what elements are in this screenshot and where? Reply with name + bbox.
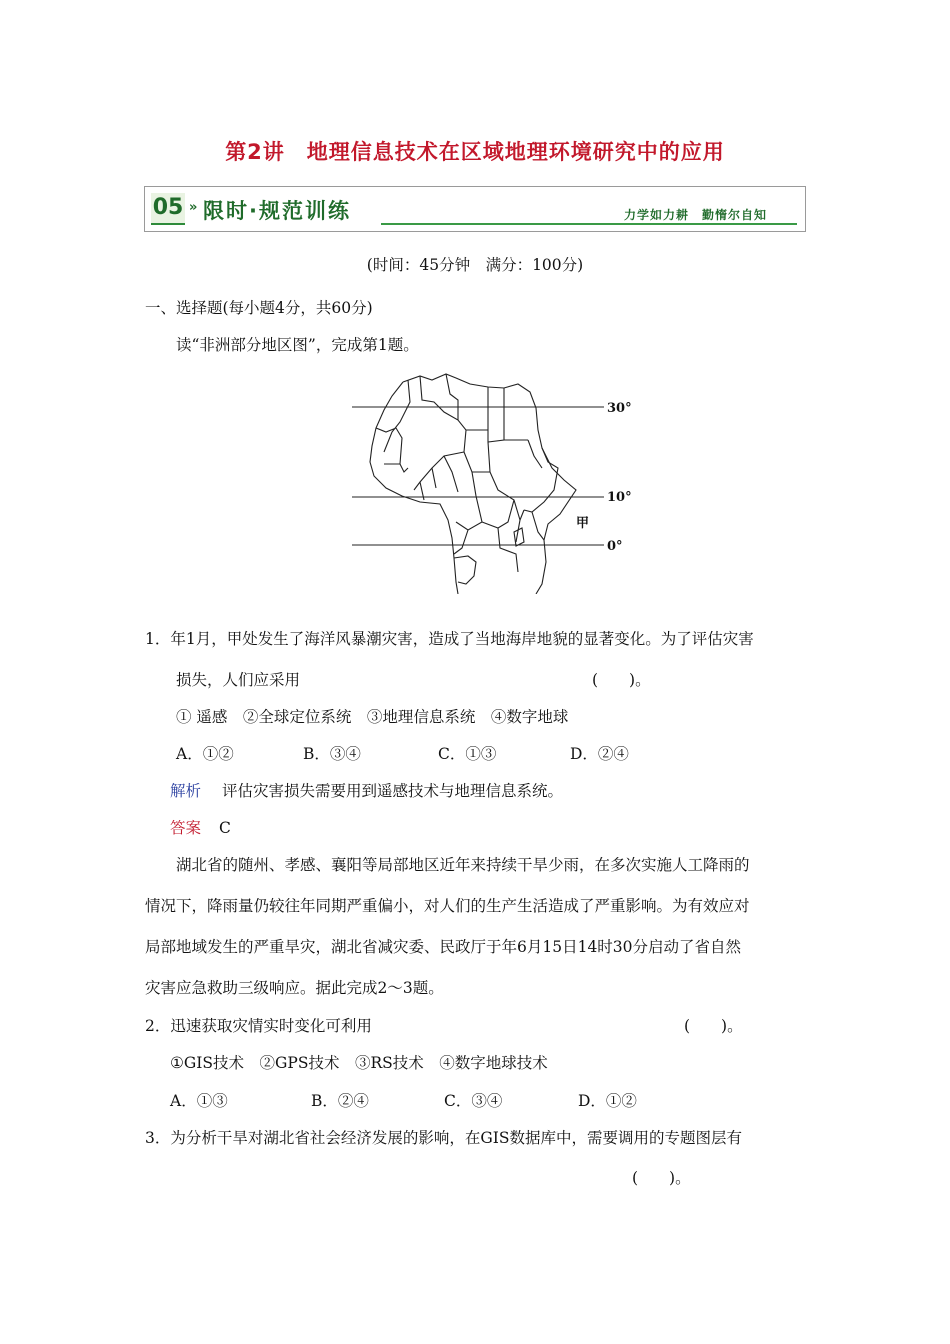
q1-option-a: A．①② xyxy=(176,745,234,763)
q2-option-b: B．②④ xyxy=(311,1092,369,1110)
passage-line: 局部地域发生的严重旱灾，湖北省减灾委、民政厅于年6月15日14时30分启动了省自然 xyxy=(145,938,742,956)
q1-stem-line1: 1．年1月，甲处发生了海洋风暴潮灾害，造成了当地海岸地貌的显著变化。为了评估灾害 xyxy=(145,630,754,648)
latitude-label-10: 10° xyxy=(607,490,632,505)
q2-answer-blank: ( )。 xyxy=(684,1017,743,1035)
q1-option-d: D．②④ xyxy=(570,745,629,763)
point-jia-label: 甲 xyxy=(576,516,590,531)
section-heading: 一、选择题(每小题4分，共60分) xyxy=(145,299,373,317)
q1-option-c: C．①③ xyxy=(438,745,497,763)
q2-option-a: A．①③ xyxy=(170,1092,228,1110)
time-info: (时间：45分钟 满分：100分) xyxy=(366,256,584,274)
q1-answer-blank: ( )。 xyxy=(592,671,651,689)
latitude-label-30: 30° xyxy=(607,401,632,416)
q2-option-d: D．①② xyxy=(578,1092,637,1110)
page-title: 第2讲 地理信息技术在区域地理环境研究中的应用 xyxy=(225,140,725,164)
q1-answer-label: 答案 xyxy=(170,819,202,837)
q2-option-c: C．③④ xyxy=(444,1092,503,1110)
banner-rule xyxy=(381,223,797,225)
banner-number: 05 xyxy=(151,193,185,225)
q2-items: ①GIS技术 ②GPS技术 ③RS技术 ④数字地球技术 xyxy=(170,1054,548,1072)
passage-line: 情况下，降雨量仍较往年同期严重偏小，对人们的生产生活造成了严重影响。为有效应对 xyxy=(145,897,750,915)
banner-heading: 限时·规范训练 xyxy=(203,199,351,223)
banner-chevron-icon: » xyxy=(189,200,198,215)
q1-items: ① 遥感 ②全球定位系统 ③地理信息系统 ④数字地球 xyxy=(176,708,569,726)
q3-stem: 3．为分析干旱对湖北省社会经济发展的影响，在GIS数据库中，需要调用的专题图层有 xyxy=(145,1129,742,1147)
q1-analysis-text: 评估灾害损失需要用到遥感技术与地理信息系统。 xyxy=(222,782,564,800)
section-banner xyxy=(144,186,806,232)
africa-map xyxy=(348,372,640,594)
q3-answer-blank: ( )。 xyxy=(632,1169,691,1187)
banner-motto: 力学如力耕 勤惰尔自知 xyxy=(623,208,767,222)
q2-stem: 2．迅速获取灾情实时变化可利用 xyxy=(145,1017,372,1035)
q1-analysis-label: 解析 xyxy=(170,782,202,800)
passage-line: 湖北省的随州、孝感、襄阳等局部地区近年来持续干旱少雨，在多次实施人工降雨的 xyxy=(176,856,750,874)
q1-answer-value: C xyxy=(219,819,231,837)
latitude-label-0: 0° xyxy=(607,539,623,554)
intro-text: 读“非洲部分地区图”，完成第1题。 xyxy=(176,336,419,354)
q1-option-b: B．③④ xyxy=(303,745,361,763)
q1-stem-line2: 损失，人们应采用 xyxy=(176,671,301,689)
passage-line: 灾害应急救助三级响应。据此完成2～3题。 xyxy=(145,979,444,997)
